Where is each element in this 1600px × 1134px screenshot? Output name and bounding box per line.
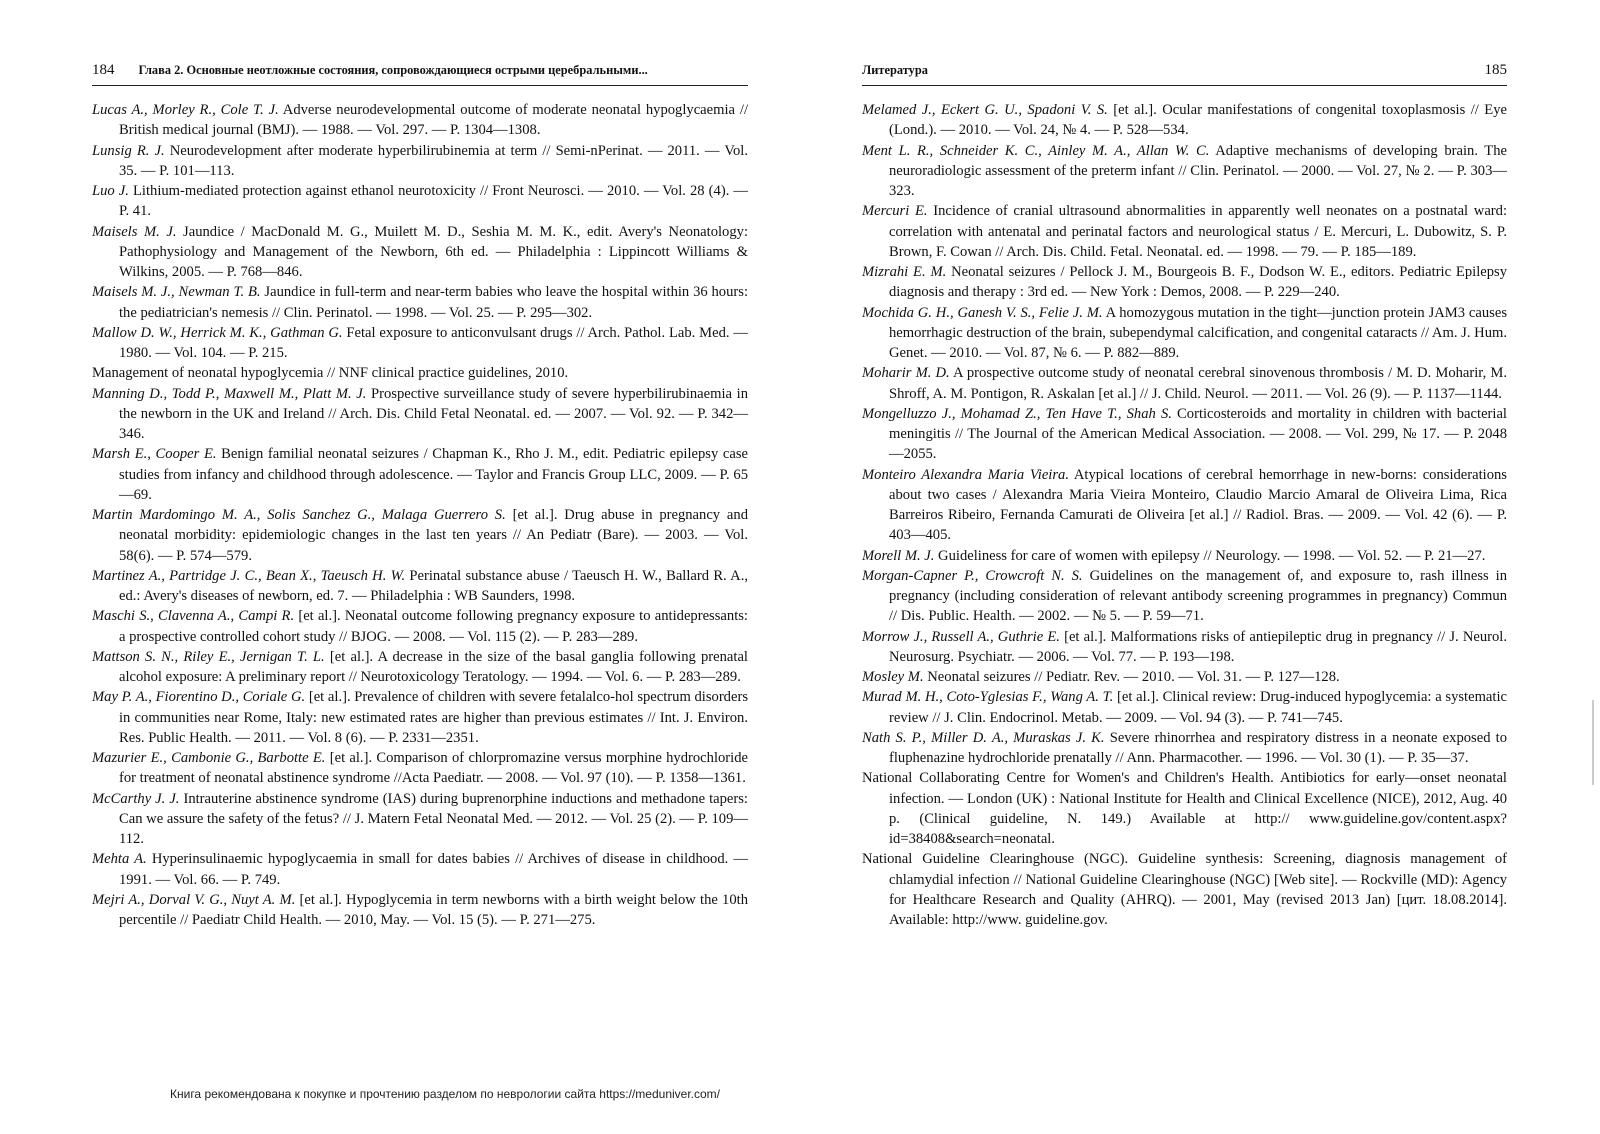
reference-entry bbox=[92, 444, 748, 505]
reference-text: [et al.]. Ocular manifestations of congenital toxoplasmosis // Eye (Lond.). — 2010. — Vol. 24, № 4. — P. 528—534. bbox=[889, 102, 1507, 139]
reference-entry bbox=[92, 505, 748, 566]
reference-authors: Morell M. J. bbox=[862, 547, 935, 564]
reference-text: National Guideline Clearinghouse (NGC). Guideline synthesis: Screening, diagnosis management of chlamydial infection // National Guideline Clearinghouse (NGC) [Web site]. — Rockville (MD): Agency for Healthcare Research and Quality (AHRQ). — 2001, May (revised 2013 Jan) [цит. 18.08.2014]. Available: http://www. guideline.gov. bbox=[862, 851, 1507, 928]
reference-entry bbox=[92, 566, 748, 607]
reference-entry bbox=[92, 363, 748, 383]
reference-authors: Mazurier E., Cambonie G., Barbotte E. bbox=[92, 750, 326, 766]
chapter-title: Глава 2. Основные неотложные состояния, сопровождающиеся острыми церебральными... bbox=[138, 63, 648, 77]
reference-authors: Marsh E., Cooper E. bbox=[92, 446, 217, 463]
page-number: 185 bbox=[1484, 62, 1507, 78]
reference-text: Neurodevelopment after moderate hyperbilirubinemia at term // Semi-nPerinat. — 2011. — Vol. 35. — P. 101—113. bbox=[119, 142, 748, 179]
reference-authors: Lunsig R. J. bbox=[92, 142, 165, 159]
reference-entry bbox=[862, 566, 1507, 627]
reference-list bbox=[862, 100, 1507, 930]
reference-text: Fetal exposure to anticonvulsant drugs // Arch. Pathol. Lab. Med. — 1980. — Vol. 104. — P. 215. bbox=[119, 324, 748, 361]
reference-text: Adaptive mechanisms of developing brain. The neuroradiologic assessment of the preterm infant // Clin. Perinatol. — 2000. — Vol. 27, № 2. — P. 303—323. bbox=[889, 142, 1507, 199]
reference-entry bbox=[92, 282, 748, 323]
reference-text: Lithium-mediated protection against ethanol neurotoxicity // Front Neurosci. — 2010. — Vol. 28 (4). — P. 41. bbox=[119, 183, 749, 220]
reference-authors: Ment L. R., Schneider K. C., Ainley M. A., Allan W. C. bbox=[862, 142, 1210, 159]
reference-text: Jaundice in full-term and near-term babies who leave the hospital within 36 hours: the pediatrician's nemesis // Clin. Perinatol. — 1998. — Vol. 25. — P. 295—302. bbox=[119, 284, 748, 321]
reference-text: [et al.]. Comparison of chlorpromazine versus morphine hydrochloride for treatment of neonatal abstinence syndrome //Acta Paediatr. — 2008. — Vol. 97 (10). — P. 1358—1361. bbox=[119, 750, 748, 787]
reference-entry bbox=[92, 141, 748, 182]
reference-entry bbox=[862, 667, 1507, 687]
running-header bbox=[92, 62, 748, 86]
reference-entry bbox=[862, 363, 1507, 404]
reference-authors: Mochida G. H., Ganesh V. S., Felie J. M. bbox=[862, 304, 1103, 321]
reference-entry bbox=[862, 627, 1507, 668]
reference-entry bbox=[92, 323, 748, 364]
reference-list bbox=[92, 100, 748, 930]
reference-entry bbox=[92, 606, 748, 647]
reference-authors: Maisels M. J. bbox=[92, 223, 177, 240]
reference-entry bbox=[862, 201, 1507, 262]
reference-authors: Lucas A., Morley R., Cole T. J. bbox=[92, 102, 279, 118]
reference-entry bbox=[92, 181, 748, 222]
reference-authors: Mongelluzzo J., Mohamad Z., Ten Have T., Shah S. bbox=[862, 405, 1172, 422]
reference-text: Neonatal seizures / Pellock J. M., Bourgeois B. F., Dodson W. E., editors. Pediatric Epilepsy diagnosis and therapy : 3rd ed. — New York : Demos, 2008. — P. 229—240. bbox=[889, 264, 1507, 301]
reference-authors: Mallow D. W., Herrick M. K., Gathman G. bbox=[92, 324, 343, 341]
reference-text: Neonatal seizures // Pediatr. Rev. — 2010. — Vol. 31. — P. 127—128. bbox=[923, 669, 1340, 685]
reference-entry bbox=[92, 748, 748, 789]
reference-text: A prospective outcome study of neonatal cerebral sinovenous thrombosis / M. D. Moharir, M. Shroff, A. M. Pontigon, R. Askalan [et al.] // J. Child. Neurol. — 2011. — Vol. 26 (9). — P. 1137—1144. bbox=[889, 365, 1507, 402]
reference-entry bbox=[92, 384, 748, 445]
reference-authors: Monteiro Alexandra Maria Vieira. bbox=[862, 466, 1069, 483]
reference-authors: Maisels M. J., Newman T. B. bbox=[92, 284, 261, 301]
reference-authors: Murad M. H., Coto-Yglesias F., Wang A. T. bbox=[862, 689, 1114, 706]
reference-text: Severe rhinorrhea and respiratory distress in a neonate exposed to fluphenazine hydrochloride prenatally // Ann. Pharmacother. — 1996. — Vol. 30 (1). — P. 35—37. bbox=[889, 729, 1507, 766]
reference-text: Management of neonatal hypoglycemia // NNF clinical practice guidelines, 2010. bbox=[92, 365, 569, 382]
page-number: 184 bbox=[92, 62, 115, 78]
reference-text: Perinatal substance abuse / Taeusch H. W., Ballard R. A., ed.: Avery's diseases of newborn, ed. 7. — Philadelphia : WB Saunders, 1998. bbox=[119, 567, 748, 604]
reference-text: [et al.]. Clinical review: Drug-induced hypoglycemia: a systematic review // J. Clin. Endocrinol. Metab. — 2009. — Vol. 94 (3). — P. 741—745. bbox=[889, 689, 1507, 726]
reference-authors: Nath S. P., Miller D. A., Muraskas J. K. bbox=[862, 729, 1105, 746]
reference-text: Guidelines on the management of, and exposure to, rash illness in pregnancy (including consideration of relevant antibody screening programmes in pregnancy) Commun // Dis. Public. Health. — 2002. — № 5. — P. 59—71. bbox=[889, 567, 1507, 625]
reference-authors: Mejri A., Dorval V. G., Nuyt A. M. bbox=[92, 891, 296, 908]
reference-authors: Mercuri E. bbox=[862, 203, 928, 220]
running-header bbox=[862, 62, 1507, 86]
reference-entry bbox=[862, 141, 1507, 202]
reference-entry bbox=[92, 647, 748, 688]
section-title: Литература bbox=[862, 63, 928, 77]
reference-authors: Morrow J., Russell A., Guthrie E. bbox=[862, 628, 1060, 645]
reference-entry bbox=[862, 546, 1507, 566]
reference-authors: Mosley M. bbox=[862, 669, 924, 685]
footer-note: Книга рекомендована к покупке и прочтению разделом по неврологии сайта https://meduniver.com/ bbox=[170, 1087, 721, 1101]
reference-entry bbox=[862, 303, 1507, 364]
reference-text: Intrauterine abstinence syndrome (IAS) during buprenorphine inductions and methadone tapers: Can we assure the safety of the fetus? // J. Matern Fetal Neonatal Med. — 2012. — Vol. 25 (2). — P. 109—112. bbox=[119, 790, 748, 847]
reference-entry bbox=[92, 222, 748, 283]
reference-entry bbox=[862, 849, 1507, 930]
reference-text: [et al.]. A decrease in the size of the basal ganglia following prenatal alcohol exposure: A preliminary report // Neurotoxicology Teratology. — 1994. — Vol. 6. — P. 283—289. bbox=[119, 648, 748, 685]
reference-entry bbox=[862, 728, 1507, 769]
reference-entry bbox=[862, 687, 1507, 728]
reference-entry bbox=[92, 687, 748, 748]
right-page bbox=[862, 62, 1507, 930]
reference-text: Corticosteroids and mortality in children with bacterial meningitis // The Journal of the American Medical Association. — 2008. — Vol. 299, № 17. — P. 2048—2055. bbox=[889, 405, 1507, 463]
reference-text: Hyperinsulinaemic hypoglycaemia in small for dates babies // Archives of disease in childhood. — 1991. — Vol. 66. — P. 749. bbox=[119, 851, 748, 888]
reference-text: Incidence of cranial ultrasound abnormalities in apparently well neonates on a postnatal ward: correlation with antenatal and perinatal factors and neurological status / E. Mercuri, L. Dubowitz, S. P. Brown, F. Cowan // Arch. Dis. Child. Fetal. Neonatal. ed. — 1998. — 79. — P. 185—189. bbox=[889, 203, 1508, 260]
reference-entry bbox=[92, 890, 748, 931]
reference-authors: Martin Mardomingo M. A., Solis Sanchez G., Malaga Guerrero S. bbox=[92, 507, 506, 523]
reference-entry bbox=[92, 100, 748, 141]
reference-text: [et al.]. Prevalence of children with severe fetalalco-hol spectrum disorders in communities near Rome, Italy: new estimated rates are higher than previous estimates // Int. J. Environ. Res. Public Health. — 2011. — Vol. 8 (6). — P. 2331—2351. bbox=[119, 689, 748, 746]
reference-entry bbox=[862, 262, 1507, 303]
scan-edge-mark bbox=[1592, 700, 1594, 785]
reference-text: [et al.]. Neonatal outcome following pregnancy exposure to antidepressants: a prospective controlled cohort study // BJOG. — 2008. — Vol. 115 (2). — P. 283—289. bbox=[119, 608, 748, 645]
reference-entry bbox=[862, 404, 1507, 465]
reference-text: Atypical locations of cerebral hemorrhage in new-borns: considerations about two cases / Alexandra Maria Vieira Monteiro, Claudio Marcio Amaral de Oliveira Lima, Rica Barreiros Ribeiro, Fernanda Camurati de Oliveira [et al.] // Radiol. Bras. — 2009. — Vol. 42 (6). — P. 403—405. bbox=[889, 466, 1507, 544]
reference-entry bbox=[862, 768, 1507, 849]
reference-entry bbox=[862, 465, 1507, 546]
reference-text: [et al.]. Malformations risks of antiepileptic drug in pregnancy // J. Neurol. Neurosurg. Psychiatr. — 2006. — Vol. 77. — P. 193—198. bbox=[889, 628, 1507, 665]
reference-authors: May P. A., Fiorentino D., Coriale G. bbox=[92, 689, 306, 706]
reference-entry bbox=[92, 849, 748, 890]
reference-authors: Mehta A. bbox=[92, 851, 147, 868]
reference-text: [et al.]. Hypoglycemia in term newborns with a birth weight below the 10th percentile // Paediatr Child Health. — 2010, May. — Vol. 15 (5). — P. 271—275. bbox=[119, 891, 748, 928]
reference-authors: Melamed J., Eckert G. U., Spadoni V. S. bbox=[862, 102, 1108, 118]
reference-text: Guideliness for care of women with epilepsy // Neurology. — 1998. — Vol. 52. — P. 21—27. bbox=[934, 547, 1486, 564]
reference-text: Jaundice / MacDonald M. G., Muilett M. D., Seshia M. M. K., edit. Avery's Neonatology: Pathophysiology and Management of the Newborn, 6th ed. — Philadelphia : Lippincott Williams & Wilkins, 2005. — P. 768—846. bbox=[119, 223, 748, 280]
reference-entry bbox=[92, 789, 748, 850]
reference-text: Benign familial neonatal seizures / Chapman K., Rho J. M., edit. Pediatric epilepsy case studies from infancy and childhood through adolescence. — Taylor and Francis Group LLC, 2009. — P. 65—69. bbox=[119, 446, 748, 503]
reference-authors: Manning D., Todd P., Maxwell M., Platt M. J. bbox=[92, 385, 367, 402]
reference-authors: Moharir M. D. bbox=[862, 365, 950, 382]
reference-text: A homozygous mutation in the tight—junction protein JAM3 causes hemorrhagic destruction of the brain, subependymal calcification, and congenital cataracts // Am. J. Hum. Genet. — 2010. — Vol. 87, № 6. — P. 882—889. bbox=[889, 304, 1508, 361]
reference-authors: Martinez A., Partridge J. C., Bean X., Taeusch H. W. bbox=[92, 567, 406, 584]
reference-text: National Collaborating Centre for Women's and Children's Health. Antibiotics for early—onset neonatal infection. — London (UK) : National Institute for Health and Clinical Excellence (NICE), 2012, Aug. 40 p. (Clinical guideline, N. 149.) Available at http:// www.guideline.gov/content.aspx?id=38408&search=neonatal. bbox=[862, 770, 1507, 847]
reference-authors: Maschi S., Clavenna A., Campi R. bbox=[92, 608, 295, 625]
reference-entry bbox=[862, 100, 1507, 141]
reference-text: [et al.]. Drug abuse in pregnancy and neonatal morbidity: epidemiologic changes in the last ten years // An Pediatr (Bare). — 2003. — Vol. 58(6). — P. 574—579. bbox=[119, 507, 748, 564]
reference-authors: Mattson S. N., Riley E., Jernigan T. L. bbox=[92, 648, 325, 665]
reference-authors: McCarthy J. J. bbox=[92, 790, 180, 807]
reference-authors: Mizrahi E. M. bbox=[862, 264, 947, 280]
left-page bbox=[92, 62, 748, 930]
reference-authors: Morgan-Capner P., Crowcroft N. S. bbox=[862, 567, 1083, 584]
reference-text: Prospective surveillance study of severe hyperbilirubinaemia in the newborn in the UK and Ireland // Arch. Dis. Child Fetal Neonatal. ed. — 2007. — Vol. 92. — P. 342—346. bbox=[119, 385, 748, 442]
reference-authors: Luo J. bbox=[92, 183, 129, 199]
reference-text: Adverse neurodevelopmental outcome of moderate neonatal hypoglycaemia // British medical journal (BMJ). — 1988. — Vol. 297. — P. 1304—1308. bbox=[119, 102, 748, 139]
